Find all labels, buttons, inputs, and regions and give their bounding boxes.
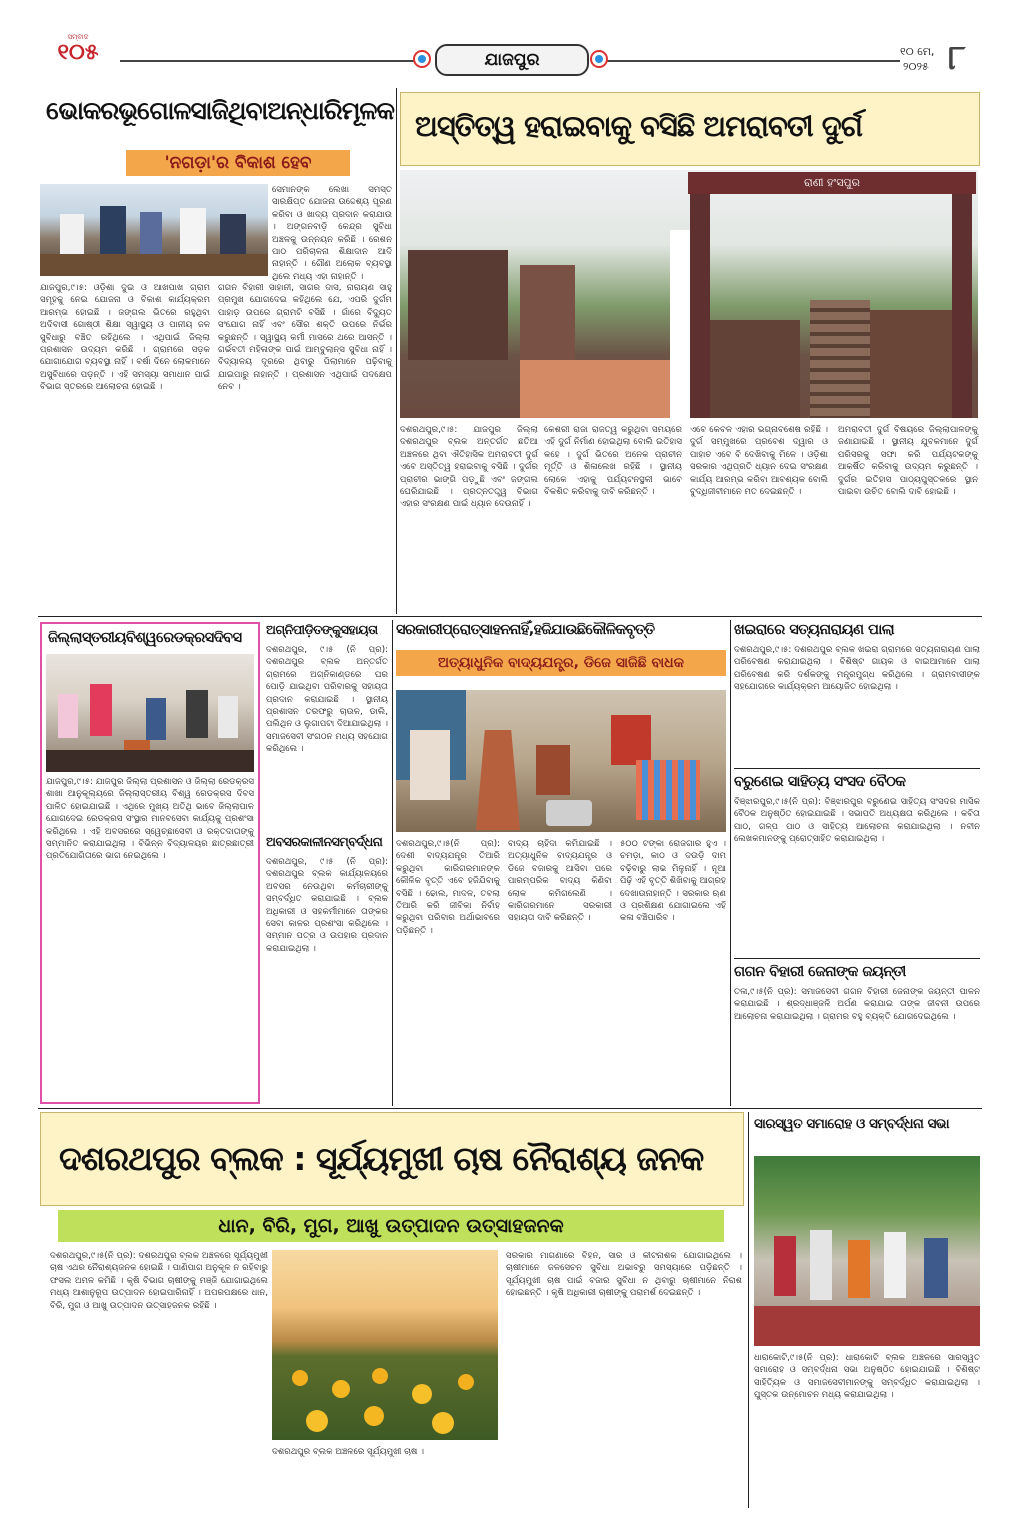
- sarasvata-text: ଧାରାକୋଟି,୯।୫(ନି ପ୍ର): ଧାରାକୋଟି ବ୍ଲକ ଅଞ୍ଚଳରେ ସାରସ୍ୱତ ସମାରୋହ ଓ ସମ୍ବର୍ଦ୍ଧନା ସଭା ଅନୁଷ୍ଠିତ ହୋଇଯାଇଛି । ବିଶିଷ୍ଟ ସାହିତ୍ୟିକ ଓ ସମାଜସେବୀମାନଙ୍କୁ ସମ୍ବର୍ଦ୍ଧିତ କରାଯାଇଥିଲା । ପୁସ୍ତକ ଉନ୍ମୋଚନ ମଧ୍ୟ କରାଯାଇଥିଲା ।: [754, 1353, 980, 1401]
- amaravati-headline-box: [400, 92, 980, 166]
- story-sarasvata: [754, 1116, 980, 1508]
- nagada-subheadline: 'ନଗଡ଼ା'ର ବିକାଶ ହେବ: [126, 150, 350, 176]
- story-amaravati: [400, 92, 980, 614]
- pala-text: ଦଶରଥପୁର,୯।୫: ଦଶରଥପୁର ବ୍ଲକ ଖଇରା ଗ୍ରାମରେ ସତ୍ୟନାରାୟଣ ପାଲା ପରିବେଷଣ କରାଯାଇଥିଲା । ବିଶିଷ୍ଟ ଗାୟକ ଓ ବାଇଆମାନେ ପାଲା ପରିବେଷଣ କରି ଦର୍ଶକଙ୍କୁ ମନ୍ତ୍ରମୁଗ୍ଧ କରିଥିଲେ । ଗ୍ରାମବାସୀଙ୍କ ସହଯୋଗରେ କାର୍ଯ୍ୟକ୍ରମ ଆୟୋଜିତ ହୋଇଥିଲା ।: [734, 645, 980, 693]
- sunflower-headline: ଦଶରଥପୁର ବ୍ଲକ : ସୂର୍ଯ୍ୟମୁଖୀ ଚାଷ ନୈରାଶ୍ୟ ଜନକ: [59, 1139, 704, 1178]
- date-line-1: ୧୦ ମେ,: [900, 45, 935, 58]
- story-pala: [734, 622, 980, 764]
- sunflower-photo: [272, 1250, 498, 1440]
- amaravati-photo: [400, 170, 978, 418]
- story-redcross: [40, 622, 260, 1104]
- newspaper-logo: [44, 33, 112, 73]
- jayanti-text: ତଳା,୯।୫(ନି ପ୍ର): ସମାଜସେବୀ ଗଗନ ବିହାରୀ ଜେନାଙ୍କ ଜୟନ୍ତୀ ପାଳନ କରାଯାଇଛି । ଶ୍ରଦ୍ଧାଞ୍ଜଳି ଅର୍ପଣ କରାଯାଇ ତାଙ୍କ ଜୀବନୀ ଉପରେ ଆଲୋଚନା କରାଯାଇଥିଲା । ଗ୍ରାମର ବହୁ ବ୍ୟକ୍ତି ଯୋଗଦେଇଥିଲେ ।: [734, 987, 980, 1022]
- fire-relief-text: ଦଶରଥପୁର, ୯।୫ (ନି ପ୍ର): ଦଶରଥପୁର ବ୍ଲକ ଅନ୍ତର୍ଗତ ଗ୍ରାମରେ ଅଗ୍ନିକାଣ୍ଡରେ ଘର ପୋଡ଼ି ଯାଇଥିବା ପରିବାରକୁ ସହାୟତା ପ୍ରଦାନ କରାଯାଇଛି । ସ୍ଥାନୀୟ ପ୍ରଶାସନ ତରଫରୁ ଚାଉଳ, ଡାଲି, ପଲିଥିନ ଓ ଲୁଗାପଟା ଦିଆଯାଇଥିଲା । ସମାଜସେବୀ ସଂଗଠନ ମଧ୍ୟ ସହଯୋଗ କରିଥିଲେ ।: [266, 645, 388, 755]
- story-nagada: [38, 84, 392, 614]
- logo-top: ସମ୍ବାଦ: [67, 33, 89, 41]
- redcross-headline: ଜିଲ୍ଲାସ୍ତରୀୟବିଶ୍ୱରେଡକ୍ରସଦିବସ: [48, 630, 242, 646]
- page-number: ୮: [948, 38, 966, 78]
- story-craft: [396, 622, 726, 1104]
- date-line-2: ୨୦୨୫: [903, 60, 929, 73]
- sahitya-headline: ବରୁଣେଇ ସାହିତ୍ୟ ସଂସଦ ବୈଠକ: [734, 774, 906, 790]
- sarasvata-photo: [754, 1156, 980, 1346]
- amaravati-column-3: ଏବେ କେବଳ ଏହାର ଭଗ୍ନାବଶେଷ ରହିଛି । ଦୁର୍ଗ ସମ୍ମୁଖରେ ପ୍ରବେଶ ଦ୍ୱାର ଓ ପାହାଚ ଏବେ ବି ଦେଖିବାକୁ ମିଳେ । ଓଡ଼ିଶା ସରକାର ଏଥିପ୍ରତି ଧ୍ୟାନ ଦେଇ ସଂରକ୍ଷଣ କାର୍ଯ୍ୟ ଆରମ୍ଭ କରିବା ଆବଶ୍ୟକ ବୋଲି ବୁଦ୍ଧିଜୀବୀମାନେ ମତ ଦେଇଛନ୍ତି ।: [690, 425, 828, 498]
- craft-subheadline: ଅତ୍ୟାଧୁନିକ ବାଦ୍ୟଯନ୍ତ୍ର, ଡିଜେ ସାଜିଛି ବାଧକ: [396, 650, 726, 676]
- logo-main: ୧୦୫: [57, 40, 99, 65]
- craft-column-3: ୫୦୦ ଟଙ୍କା ରୋଜଗାର ହୁଏ । ଚମଡ଼ା, କାଠ ଓ ଦଉଡ଼ି ଦାମ ବଢ଼ିବାରୁ ଲାଭ ମିଳୁନାହିଁ । ନୂଆ ପିଢ଼ି ଏହି ବୃତ୍ତି ଶିଖିବାକୁ ଆଗ୍ରହ ଦେଖାଉନାହାନ୍ତି । ସରକାର ଋଣ ଓ ପ୍ରଶିକ୍ଷଣ ଯୋଗାଇଲେ ଏହି କଳା ବଞ୍ଚିପାରିବ ।: [620, 839, 726, 924]
- story-sunflower: [40, 1112, 744, 1508]
- fire-relief-headline: ଅଗ୍ନିପୀଡ଼ିତଙ୍କୁସହାୟତା: [266, 622, 378, 637]
- craft-column-2: ବାଦ୍ୟ ଚାହିଦା କମିଯାଇଛି । ଅତ୍ୟାଧୁନିକ ବାଦ୍ୟଯନ୍ତ୍ର ଓ ଡିଜେ ବଜାରକୁ ଆସିବା ପରେ ପାରମ୍ପରିକ ବାଦ୍ୟ କିଣିବା ଲୋକ କମିଗଲେଣି । କାରିଗରମାନେ ସରକାରୀ ସହାୟତା ଦାବି କରିଛନ୍ତି ।: [508, 839, 612, 924]
- section-label: ଯାଜପୁର: [435, 44, 589, 76]
- retirement-text: ଦଶରଥପୁର, ୯।୫ (ନି ପ୍ର): ଦଶରଥପୁର ବ୍ଲକ କାର୍ଯ୍ୟାଳୟରେ ଅବସର ନେଉଥିବା କର୍ମଚାରୀଙ୍କୁ ସମ୍ବର୍ଦ୍ଧିତ କରାଯାଇଛି । ବ୍ଲକ ଅଧିକାରୀ ଓ ସହକର୍ମୀମାନେ ତାଙ୍କର ସେବା କାଳର ପ୍ରଶଂସା କରିଥିଲେ । ସମ୍ମାନ ପତ୍ର ଓ ଉପହାର ପ୍ରଦାନ କରାଯାଇଥିଲା ।: [266, 857, 388, 954]
- sunflower-column-1: ଦଶରଥପୁର,୯।୫(ନି ପ୍ର): ଦଶରଥପୁର ବ୍ଲକ ଅଞ୍ଚଳରେ ସୂର୍ଯ୍ୟମୁଖୀ ଚାଷ ଏଥର ନୈରାଶ୍ୟଜନକ ହୋଇଛି । ପାଣିପାଗ ଅନୁକୂଳ ନ ରହିବାରୁ ଫସଲ ଅମଳ କମିଛି । କୃଷି ବିଭାଗ ଚାଷୀଙ୍କୁ ମଞ୍ଜି ଯୋଗାଇଥିଲେ ମଧ୍ୟ ଆଶାନୁରୂପ ଉତ୍ପାଦନ ହୋଇପାରିନାହିଁ । ଅପରପକ୍ଷରେ ଧାନ, ବିରି, ମୁଗ ଓ ଆଖୁ ଉତ୍ପାଦନ ଉତ୍ସାହଜନକ ରହିଛି ।: [50, 1251, 268, 1311]
- left-dot-icon: [413, 50, 431, 68]
- craft-photo: [396, 690, 726, 832]
- amaravati-column-4: ଅମରାବତୀ ଦୁର୍ଗ ବିଷୟରେ ଜିଲ୍ଲାପାଳଙ୍କୁ ଜଣାଯାଇଛି । ସ୍ଥାନୀୟ ଯୁବକମାନେ ଦୁର୍ଗ ପରିସରକୁ ସଫା କରି ପର୍ଯ୍ୟଟକଙ୍କୁ ଆକର୍ଷିତ କରିବାକୁ ଉଦ୍ୟମ କରୁଛନ୍ତି । ଦୁର୍ଗର ଇତିହାସ ପାଠ୍ୟପୁସ୍ତକରେ ସ୍ଥାନ ପାଇବା ଉଚିତ ବୋଲି ଦାବି ହୋଇଛି ।: [838, 425, 978, 498]
- small-column: [266, 622, 388, 1104]
- sunflower-subheadline: ଧାନ, ବିରି, ମୁଗ, ଆଖୁ ଉତ୍ପାଦନ ଉତ୍ସାହଜନକ: [58, 1210, 724, 1242]
- nagada-column-2: ଗଗନ ବିହାରୀ ସାହାନୀ, ସାଗର ଦାସ, ନାରାୟଣ ସାହୁ ପ୍ରମୁଖ ଯୋଗଦେଇ କହିଥିଲେ ଯେ, ଏପରି ଦୁର୍ଗମ ପାହାଡ଼ ଉପରେ ଗ୍ରାମଟି ବସିଛି । ଗାଁରେ ବିଦ୍ୟୁତ ସଂଯୋଗ ନାହିଁ ଏବଂ ସୌର ଶକ୍ତି ଉପରେ ନିର୍ଭର କରୁଛନ୍ତି । ସ୍ୱାସ୍ଥ୍ୟ କର୍ମୀ ମାସରେ ଥରେ ଆସନ୍ତି । ଗର୍ଭବତୀ ମହିଳାଙ୍କ ପାଇଁ ଆମ୍ବୁଲାନ୍ସ ସୁବିଧା ନାହିଁ । ବିଦ୍ୟାଳୟ ଦୂରରେ ଥିବାରୁ ପିଲାମାନେ ପଢ଼ିବାକୁ ଯାଇପାରୁ ନାହାନ୍ତି । ପ୍ରଶାସନ ଏଥିପାଇଁ ପଦକ୍ଷେପ ନେବ ।: [218, 283, 392, 393]
- amaravati-column-2: କେଶରୀ ରାଜା ରାଜତ୍ୱ କରୁଥିବା ସମୟରେ ଏହି ଦୁର୍ଗ ନିର୍ମାଣ ହୋଇଥିଲା ବୋଲି ଇତିହାସ କହେ । ଦୁର୍ଗ ଭିତରେ ଅନେକ ପ୍ରାଚୀନ ମୂର୍ତ୍ତି ଓ ଶିଳାଲେଖ ରହିଛି । ସ୍ଥାନୀୟ ଲୋକେ ଏହାକୁ ପର୍ଯ୍ୟଟନସ୍ଥଳୀ ଭାବେ ବିକଶିତ କରିବାକୁ ଦାବି କରିଛନ୍ତି ।: [544, 425, 682, 498]
- jayanti-headline: ଗଗନ ବିହାରୀ ଜେନାଙ୍କ ଜୟନ୍ତୀ: [734, 964, 906, 980]
- amaravati-column-1: ଦଶରଥପୁର,୯।୫: ଯାଜପୁର ଜିଲ୍ଲା ଦଶରଥପୁର ବ୍ଲକ ଅନ୍ତର୍ଗତ ଛତିଆ ଅଞ୍ଚଳରେ ଥିବା ଐତିହାସିକ ଅମରାବତୀ ଦୁର୍ଗ ଏବେ ଅସ୍ତିତ୍ୱ ହରାଇବାକୁ ବସିଛି । ଦୁର୍ଗର ପ୍ରାଚୀର ଭାଙ୍ଗି ପଡ଼ୁଛି ଏବଂ ଜଙ୍ଗଲ ଘେରିଯାଇଛି । ପ୍ରତ୍ନତତ୍ତ୍ୱ ବିଭାଗ ଏହାର ସଂରକ୍ଷଣ ପାଇଁ ଧ୍ୟାନ ଦେଉନାହିଁ ।: [400, 425, 538, 510]
- right-dot-icon: [590, 50, 608, 68]
- sahitya-text: ବିଞ୍ଝାରପୁର,୯।୫(ନି ପ୍ର): ବିଞ୍ଝାରପୁର ବରୁଣେଇ ସାହିତ୍ୟ ସଂସଦର ମାସିକ ବୈଠକ ଅନୁଷ୍ଠିତ ହୋଇଯାଇଛି । ସଭାପତି ଅଧ୍ୟକ୍ଷତା କରିଥିଲେ । କବିତା ପାଠ, ଗଳ୍ପ ପାଠ ଓ ସାହିତ୍ୟ ଆଲୋଚନା କରାଯାଇଥିଲା । ନବୀନ ଲେଖକମାନଙ୍କୁ ପ୍ରୋତ୍ସାହିତ କରାଯାଇଥିଲା ।: [734, 797, 980, 845]
- craft-headline: ସରକାରୀପ୍ରୋତ୍ସାହନନାହିଁ,ହଜିଯାଉଛିକୌଳିକବୃତ୍ତି: [396, 622, 655, 638]
- sunflower-column-2: ସରକାର ମାଗଣାରେ ବିହନ, ସାର ଓ କୀଟନାଶକ ଯୋଗାଇଥିଲେ । ଚାଷୀମାନେ ଜଳସେଚନ ସୁବିଧା ଅଭାବରୁ ସମସ୍ୟାରେ ପଡ଼ିଛନ୍ତି । ସୂର୍ଯ୍ୟମୁଖୀ ଚାଷ ପାଇଁ ବଜାର ସୁବିଧା ନ ଥିବାରୁ ଚାଷୀମାନେ ନିରାଶ ହୋଇଛନ୍ତି । କୃଷି ଅଧିକାରୀ ଚାଷୀଙ୍କୁ ପରାମର୍ଶ ଦେଇଛନ୍ତି ।: [506, 1251, 742, 1299]
- masthead: [0, 0, 1020, 80]
- craft-column-1: ଦଶରଥପୁର,୯।୫(ନି ପ୍ର): ଦେଶୀ ବାଦ୍ୟଯନ୍ତ୍ର ତିଆରି କରୁଥିବା କାରିଗରମାନଙ୍କ କୌଳିକ ବୃତ୍ତି ଏବେ ହଜିଯିବାକୁ ବସିଛି । ଢୋଲ, ମାଦଳ, ତବଲା ତିଆରି କରି ଜୀବିକା ନିର୍ବାହ କରୁଥିବା ପରିବାର ଅର୍ଥାଭାବରେ ପଡ଼ିଛନ୍ତି ।: [396, 839, 500, 936]
- nagada-side-column: ସେମାନଙ୍କ ଲେଖା ସମସ୍ତ ସାରକ୍ଷିପ୍ତ ଯୋଜନା ଉଦ୍ଦେଶ୍ୟ ପୂରଣ କରିବା ଓ ଖାଦ୍ୟ ପ୍ରଦାନ କରାଯାଉ । ଅଙ୍ଗନବାଡ଼ି କେନ୍ଦ୍ର ସୁବିଧା ଅଞ୍ଚଳକୁ ଉନ୍ନୟନ କରିଛି । ରେଶନ ପାଠ ପରିଚାଳନା ଶିକ୍ଷାଦାନ ଆଦି ନାହାନ୍ତି । ଗୌଣ ଅଲୋକ ବ୍ୟବସ୍ଥା ଥିଲେ ମଧ୍ୟ ଏହା ନାହାନ୍ତି ।: [272, 185, 392, 282]
- nagada-headline: ଭୋକରଭୂଗୋଳସାଜିଥିବାଅନ୍ଧାରିମୂଳକ: [46, 96, 394, 125]
- sunflower-caption: ଦଶରଥପୁର ବ୍ଲକ ଅଞ୍ଚଳରେ ସୂର୍ଯ୍ୟମୁଖୀ ଚାଷ ।: [272, 1447, 424, 1457]
- amaravati-headline: ଅସ୍ତିତ୍ୱ ହରାଇବାକୁ ବସିଛି ଅମରାବତୀ ଦୁର୍ଗ: [415, 109, 863, 143]
- story-jayanti: [734, 964, 980, 1106]
- nagada-column-1: ଯାଜପୁର,୯।୫: ଓଡ଼ିଶା ଦୁଇ ଓ ଆଖପାଖ ଗ୍ରାମ ସମୂହକୁ ନେଇ ଯୋଜନା ଓ ବିକାଶ କାର୍ଯ୍ୟକ୍ରମ ଆରମ୍ଭ ହୋଇଛି । ଜଙ୍ଗଲ ଭିତରେ ରହୁଥିବା ଅଦିବାସୀ ଗୋଷ୍ଠୀ ଶିକ୍ଷା ସ୍ୱାସ୍ଥ୍ୟ ଓ ପାନୀୟ ଜଳ ସୁବିଧାରୁ ବଞ୍ଚିତ ରହିଥିଲେ । ଏଥିପାଇଁ ଜିଲ୍ଲା ପ୍ରଶାସନ ଉଦ୍ୟମ କରିଛି । ଗ୍ରାମରେ ସଡ଼କ ଯୋଗାଯୋଗ ବ୍ୟବସ୍ଥା ନାହିଁ । ବର୍ଷା ଦିନେ ଲୋକମାନେ ଅସୁବିଧାରେ ପଡ଼ନ୍ତି । ଏହି ସମସ୍ୟା ସମାଧାନ ପାଇଁ ବିଭାଗ ସ୍ତରରେ ଆଲୋଚନା ହୋଇଛି ।: [40, 283, 210, 393]
- retirement-headline: ଅବସରକାଳୀନସମ୍ବର୍ଦ୍ଧନା: [266, 834, 383, 849]
- pala-headline: ଖଇରାରେ ସତ୍ୟନାରାୟଣ ପାଲା: [734, 622, 895, 638]
- sarasvata-headline: ସାରସ୍ୱତ ସମାରୋହ ଓ ସମ୍ବର୍ଦ୍ଧନା ସଭା: [754, 1116, 950, 1132]
- redcross-photo: [46, 654, 254, 772]
- photo-sign-arch: ରାଣୀ ହଂସପୁର: [688, 172, 976, 194]
- redcross-text: ଯାଜପୁର,୯।୫: ଯାଜପୁର ଜିଲ୍ଲା ପ୍ରଶାସନ ଓ ଜିଲ୍ଲା ରେଡକ୍ରସ ଶାଖା ଆନୁକୂଲ୍ୟରେ ଜିଲ୍ଲାସ୍ତରୀୟ ବିଶ୍ୱ ରେଡକ୍ରସ ଦିବସ ପାଳିତ ହୋଇଯାଇଛି । ଏଥିରେ ମୁଖ୍ୟ ଅତିଥି ଭାବେ ଜିଲ୍ଲାପାଳ ଯୋଗଦେଇ ରେଡକ୍ରସ ସଂସ୍ଥାର ମାନବସେବା କାର୍ଯ୍ୟକୁ ପ୍ରଶଂସା କରିଥିଲେ । ଏହି ଅବସରରେ ସ୍ୱେଚ୍ଛାସେବୀ ଓ ରକ୍ତଦାତାଙ୍କୁ ସମ୍ମାନିତ କରାଯାଇଥିଲା । ବିଭିନ୍ନ ବିଦ୍ୟାଳୟର ଛାତ୍ରଛାତ୍ରୀ ପ୍ରତିଯୋଗିତାରେ ଭାଗ ନେଇଥିଲେ ।: [46, 777, 254, 862]
- story-sahitya: [734, 774, 980, 954]
- sunflower-headline-box: [40, 1112, 744, 1206]
- nagada-photo: [40, 184, 268, 276]
